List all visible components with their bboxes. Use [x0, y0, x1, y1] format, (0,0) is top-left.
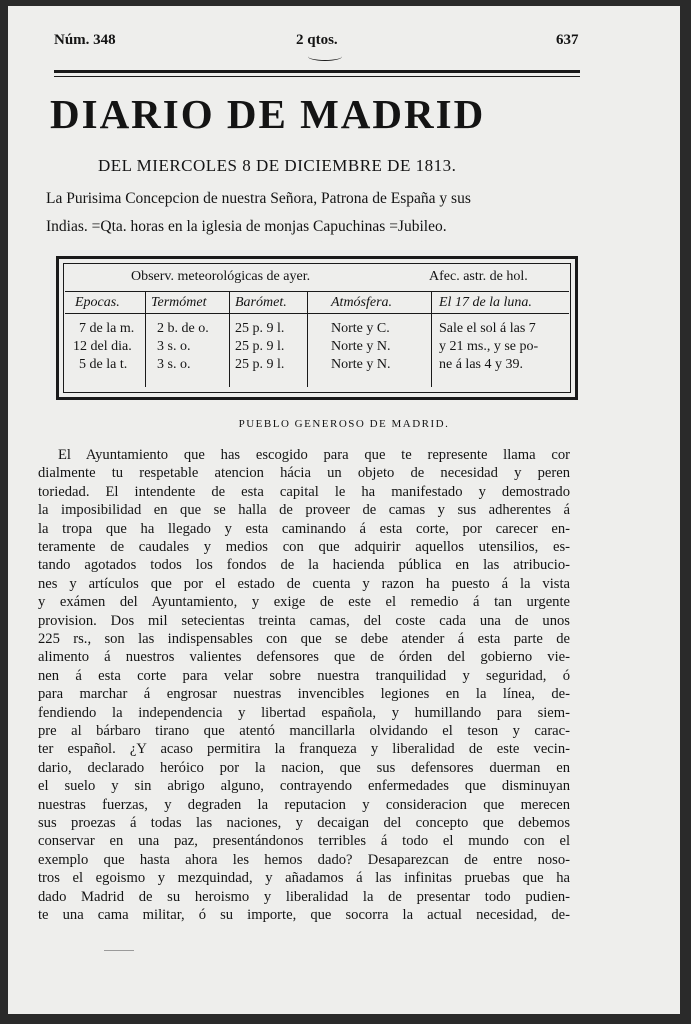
- article-line: El Ayuntamiento que has escogido para que te represente llama cor: [58, 447, 570, 463]
- row2-atmosfera: Norte y N.: [331, 339, 391, 354]
- row1-barometro: 25 p. 9 l.: [235, 321, 285, 336]
- table-header-bottom-rule: [65, 313, 569, 314]
- row2-epoca: 12 del dia.: [73, 339, 132, 354]
- row3-atmosfera: Norte y N.: [331, 357, 391, 372]
- row1-termometro: 2 b. de o.: [157, 321, 209, 336]
- header-termometro: Termómet: [151, 295, 207, 310]
- article-line: nen á esta corte para velar sobre nuestra tranquilidad y seguridad, ó: [38, 667, 570, 684]
- article-line: para marchar á engrosar nuestras invencibles legiones en la línea, de-: [38, 686, 570, 703]
- article-heading: PUEBLO GENEROSO DE MADRID.: [238, 418, 450, 430]
- article-line: la tropa que ha llegado y esta caminando á esta corte, por carecer en-: [38, 520, 570, 537]
- article-line: exemplo que hasta ahora les hemos dado? Desaparezcan de entre noso-: [38, 851, 570, 868]
- top-rule-thick: [54, 70, 580, 73]
- row3-epoca: 5 de la t.: [79, 357, 128, 372]
- article-line: alimento á nuestros valientes defensores que de órden del gobierno vie-: [38, 649, 570, 666]
- newspaper-page: [8, 6, 680, 1014]
- header-barometro: Barómet.: [235, 295, 287, 310]
- header-atmosfera: Atmósfera.: [331, 295, 393, 310]
- astro-line-3: ne á las 4 y 39.: [439, 357, 523, 372]
- issue-price: 2 qtos.: [296, 32, 338, 48]
- issue-number: Núm. 348: [54, 32, 116, 48]
- row1-epoca: 7 de la m.: [79, 321, 135, 336]
- stray-mark: [104, 950, 134, 951]
- col-divider-2: [229, 291, 230, 387]
- article-line: 225 rs., son las indispensables con que se debe atender á esta parte de: [38, 631, 570, 647]
- article-line: fendiendo la independencia y libertad española, y humillando para siem-: [38, 704, 570, 721]
- astro-line-2: y 21 ms., y se po-: [439, 339, 539, 354]
- article-line: y exámen del Ayuntamiento, y exige de este el remedio á tan urgente: [38, 594, 570, 611]
- row2-barometro: 25 p. 9 l.: [235, 339, 285, 354]
- article-line: sus proezas á todas las naciones, y decaigan del concepto que debemos: [38, 815, 570, 831]
- col-divider-1: [145, 291, 146, 387]
- article-line: toriedad. El intendente de esta capital le ha manifestado y demostrado: [38, 483, 570, 500]
- article-line: nuestras fuerzas, y degraden la reputacion y consideracion que merecen: [38, 796, 570, 813]
- saints-line-2: Indias. =Qta. horas en la iglesia de monjas Capuchinas =Jubileo.: [46, 218, 447, 235]
- article-line: dialmente tu respetable atencion hácia un objeto de necesidad y peren: [38, 465, 570, 482]
- dateline: DEL MIERCOLES 8 DE DICIEMBRE DE 1813.: [98, 156, 457, 175]
- row2-termometro: 3 s. o.: [157, 339, 191, 354]
- row3-barometro: 25 p. 9 l.: [235, 357, 285, 372]
- price-ornament: [308, 52, 342, 61]
- article-line: dado Madrid de su heroismo y liberalidad la de presentar todo pudien-: [38, 888, 570, 905]
- table-header-top-rule: [65, 291, 569, 292]
- header-epocas: Epocas.: [75, 295, 120, 310]
- page-number: 637: [556, 32, 579, 48]
- article-line: nes y artículos que por el estado de cuenta y razon ha puesto á la vista: [38, 575, 570, 592]
- saints-line-1: La Purisima Concepcion de nuestra Señora, Patrona de España y sus: [46, 190, 471, 207]
- article-line: el suelo y sin abrigo alguno, contrayendo enfermedades que disminuyan: [38, 778, 570, 795]
- article-line: ter español. ¿Y acaso permitira la franqueza y liberalidad de este vecin-: [38, 741, 570, 758]
- weather-table: [56, 256, 578, 400]
- astro-caption: Afec. astr. de hol.: [429, 269, 528, 284]
- col-divider-4: [431, 291, 432, 387]
- article-line: dario, declarado heróico por la nacion, que sus defensores duerman en: [38, 759, 570, 776]
- article-line: tros el egoismo y mezquindad, y añadamos á las infinitas pruebas que ha: [38, 870, 570, 887]
- article-line: tando agotados todos los fondos de la hacienda pública en las atribucio-: [38, 557, 570, 574]
- article-line: la imposibilidad en que se halla de proveer de camas y sus adherentes á: [38, 502, 570, 519]
- top-rule-thin: [54, 76, 580, 77]
- article-line: conservar en una paz, presentándonos terribles á todo el mundo con el: [38, 833, 570, 850]
- row1-atmosfera: Norte y C.: [331, 321, 390, 336]
- article-line: provision. Dos mil setecientas treinta camas, del coste cada una de unos: [38, 612, 570, 629]
- article-line: teramente de caudales y medios con que adquirir aquellos utensilios, es-: [38, 539, 570, 555]
- row3-termometro: 3 s. o.: [157, 357, 191, 372]
- article-line: te una cama militar, ó su importe, que socorra la actual necesidad, de-: [38, 907, 570, 923]
- masthead-title: DIARIO DE MADRID: [50, 91, 486, 137]
- header-luna: El 17 de la luna.: [439, 295, 532, 310]
- col-divider-3: [307, 291, 308, 387]
- weather-caption: Observ. meteorológicas de ayer.: [131, 269, 311, 284]
- astro-line-1: Sale el sol á las 7: [439, 321, 536, 336]
- article-line: pre al bárbaro tirano que atentó mancillarla olvidando el teson y carac-: [38, 723, 570, 739]
